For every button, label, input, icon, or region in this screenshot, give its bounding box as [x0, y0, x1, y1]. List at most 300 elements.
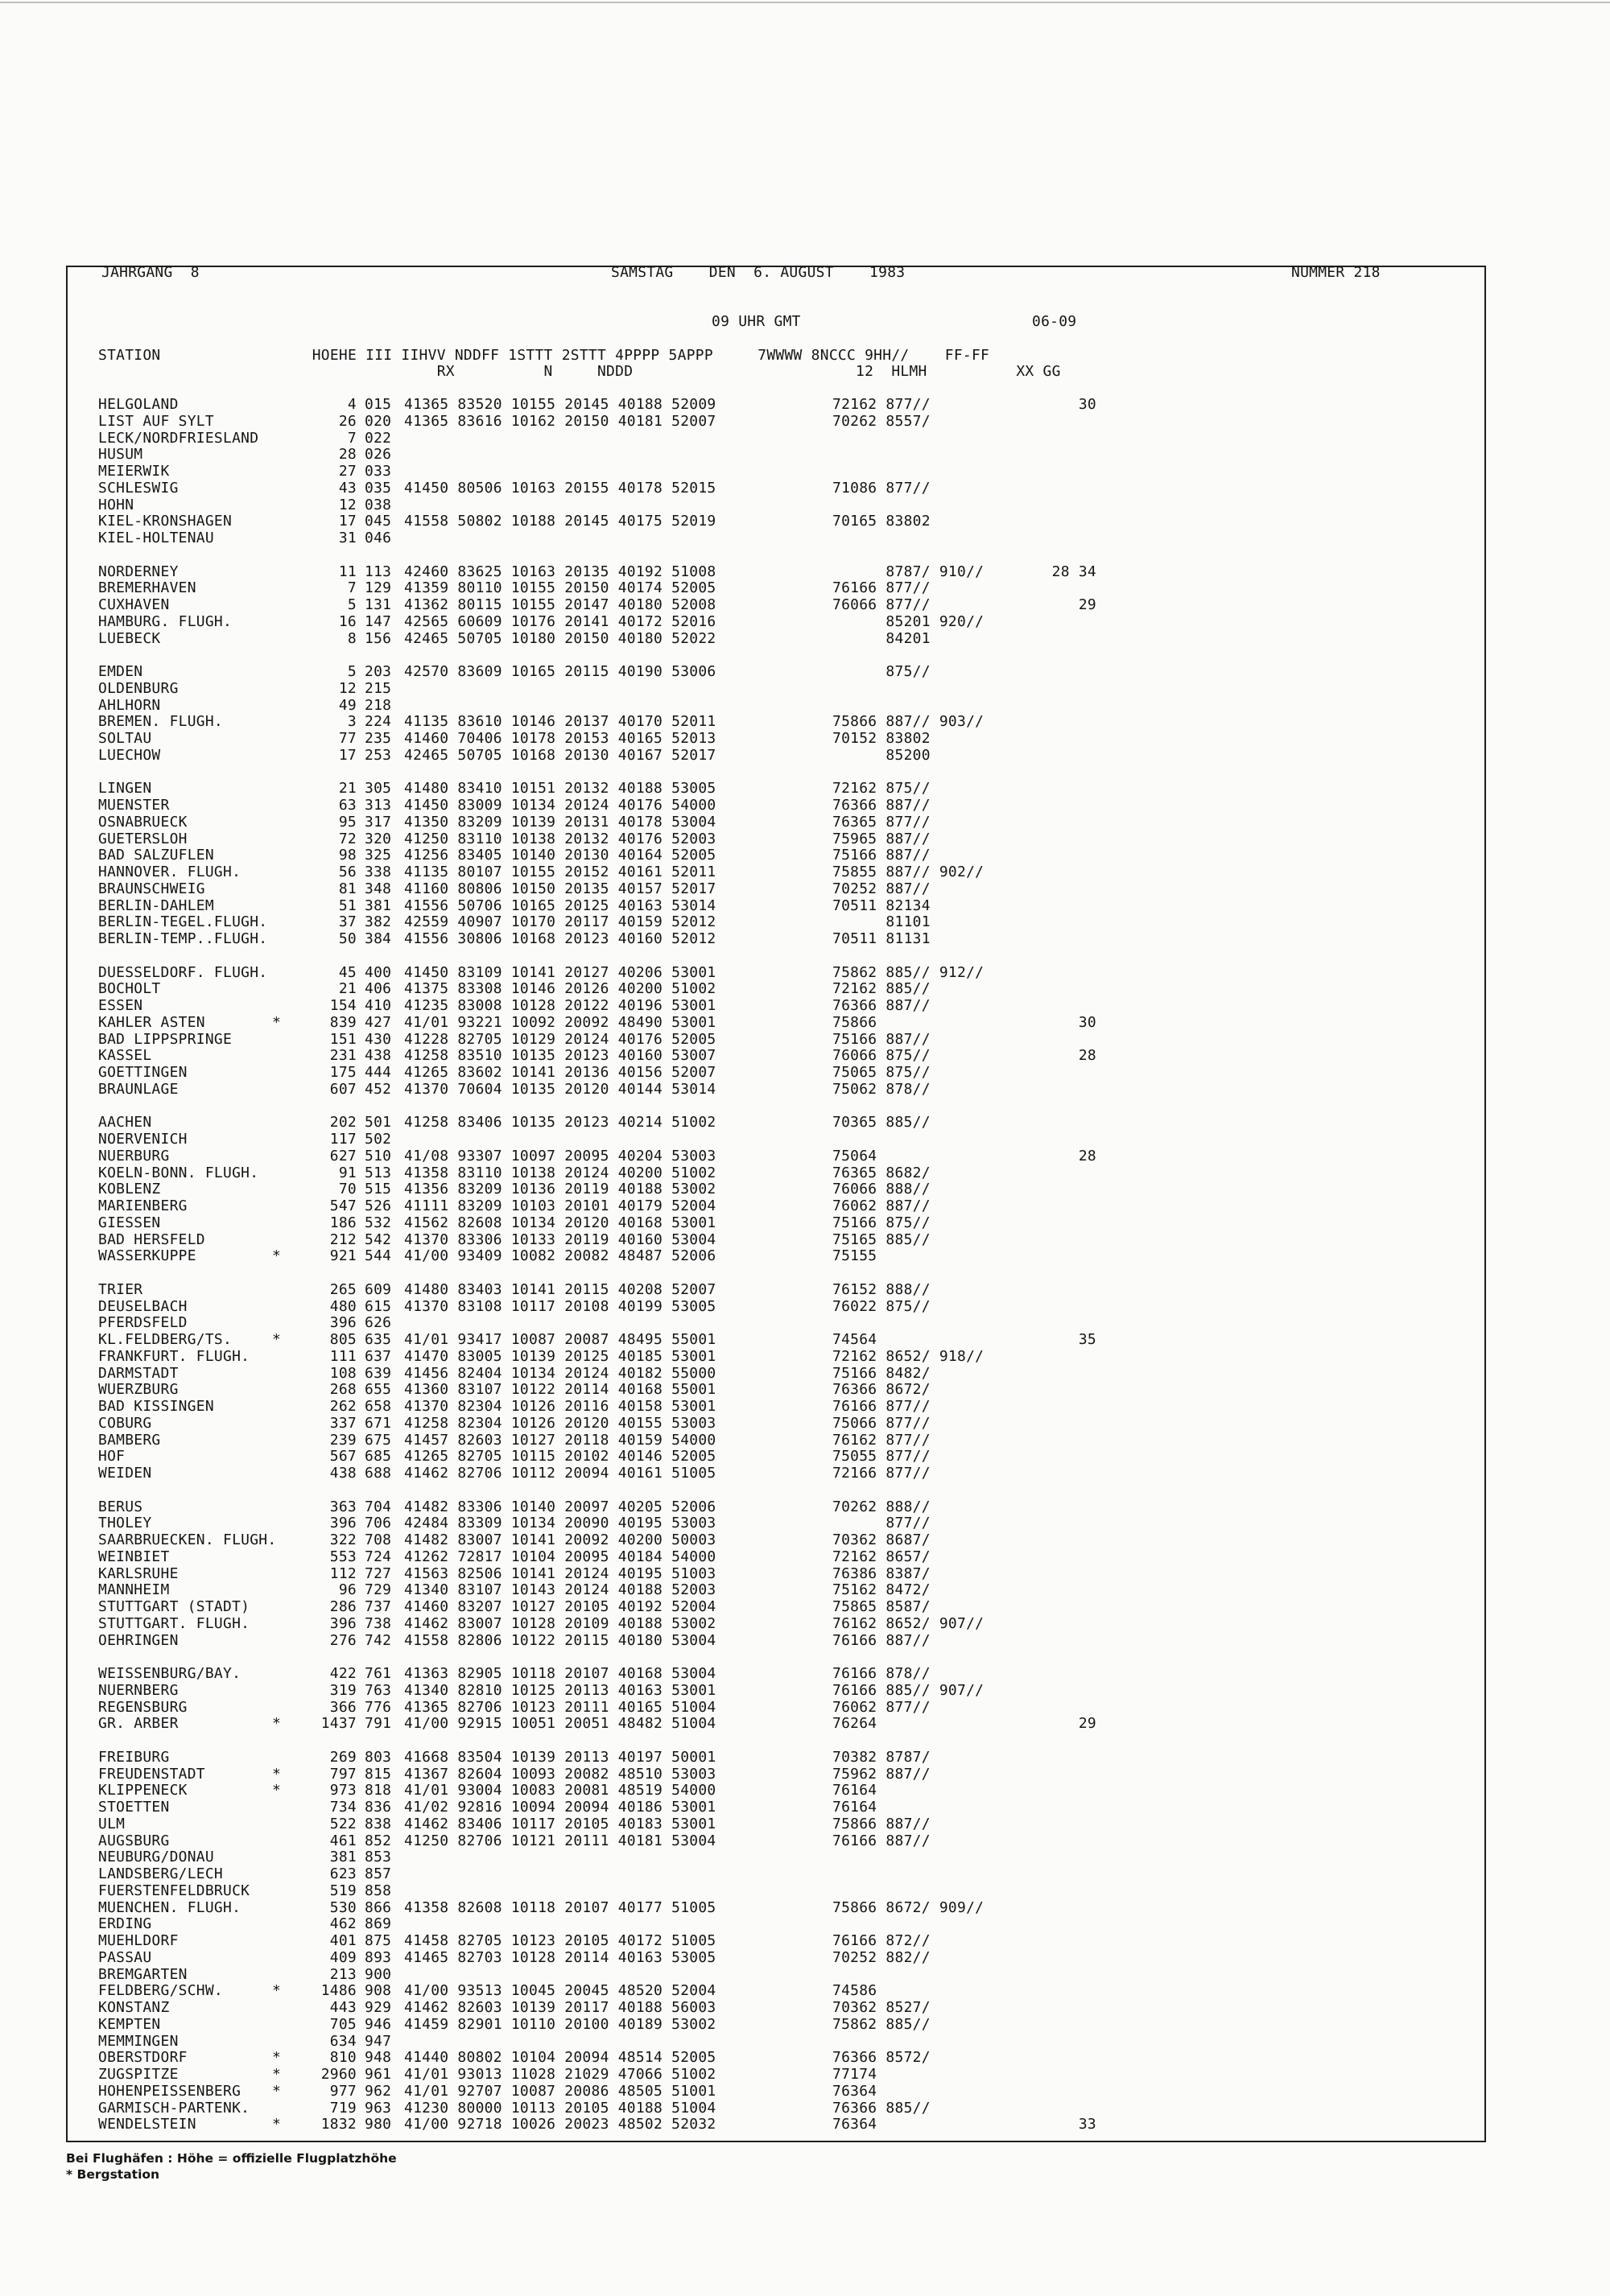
station-height: 977	[329, 2082, 357, 2100]
station-index: 763	[365, 1681, 392, 1699]
station-height: 319	[329, 1681, 357, 1699]
station-index: 858	[365, 1882, 392, 1899]
station-index: 515	[365, 1181, 392, 1198]
table-row	[98, 1465, 1402, 1482]
cloud-weather-groups: 75862 885//	[832, 2015, 931, 2033]
observation-groups: 41265 83602 10141 20136 40156 52007	[404, 1064, 716, 1081]
table-row	[98, 1599, 1402, 1615]
station-index: 615	[365, 1297, 392, 1315]
observation-groups: 41362 80115 10155 20147 40180 52008	[404, 596, 716, 613]
station-index: 406	[365, 980, 392, 998]
observation-groups: 41256 83405 10140 20130 40164 52005	[404, 847, 716, 864]
observation-groups: 42484 83309 10134 20090 40195 53003	[404, 1515, 716, 1532]
table-row	[98, 1198, 1402, 1214]
station-index: 253	[365, 746, 392, 764]
table-row	[98, 814, 1402, 831]
station-index: 381	[365, 897, 392, 914]
cloud-weather-groups: 875//	[832, 663, 931, 680]
station-name: MEMMINGEN	[98, 2032, 179, 2050]
station-name: BREMERHAVEN	[98, 579, 196, 597]
station-name: MUEHLDORF	[98, 1932, 179, 1949]
observation-groups: 42460 83625 10163 20135 40192 51008	[404, 563, 716, 580]
table-row	[98, 1683, 1402, 1699]
observation-groups: 41160 80806 10150 20135 40157 52017	[404, 880, 716, 897]
station-name: BAD HERSFELD	[98, 1230, 205, 1248]
observation-groups: 41363 82905 10118 20107 40168 53004	[404, 1665, 716, 1682]
table-row	[98, 931, 1402, 947]
cloud-weather-groups: 76066 875//	[832, 1047, 931, 1065]
station-index: 526	[365, 1197, 392, 1214]
cloud-weather-groups: 70165 83802	[832, 513, 931, 530]
station-name: BAD LIPPSPRINGE	[98, 1030, 233, 1048]
station-height: 4	[347, 396, 357, 413]
issue-number: NUMMER 218	[1291, 264, 1381, 281]
table-row	[98, 1015, 1402, 1031]
mountain-station-mark: *	[272, 1982, 282, 2000]
station-index: 761	[365, 1665, 392, 1682]
station-name: LUECHOW	[98, 746, 161, 764]
station-height: 56	[338, 864, 357, 880]
station-height: 1437	[320, 1715, 357, 1733]
station-name: WEINBIET	[98, 1548, 170, 1565]
table-row	[98, 464, 1402, 480]
station-index: 727	[365, 1564, 392, 1582]
wind-gust-groups: 33	[1078, 2116, 1096, 2133]
station-height: 396	[329, 1515, 357, 1532]
station-index: 513	[365, 1164, 392, 1181]
station-name: FUERSTENFELDBRUCK	[98, 1882, 250, 1899]
observation-groups: 41/01 93013 11028 21029 47066 51002	[404, 2066, 716, 2083]
station-name: THOLEY	[98, 1515, 152, 1532]
station-height: 12	[338, 679, 357, 697]
station-height: 438	[329, 1465, 357, 1482]
table-row	[98, 580, 1402, 596]
table-row	[98, 1766, 1402, 1783]
cloud-weather-groups: 72162 875//	[832, 780, 931, 798]
station-name: MUENSTER	[98, 797, 170, 814]
observation-groups: 41365 83520 10155 20145 40188 52009	[404, 396, 716, 413]
column-headers-line-1: STATION HOEHE III IIHVV NDDFF 1STTT 2STTT 4PPPP 5APPP 7WWWW 8NCCC 9HH// FF-FF	[98, 347, 990, 364]
table-row	[98, 1366, 1402, 1382]
observation-groups: 41375 83308 10146 20126 40200 51002	[404, 980, 716, 998]
cloud-weather-groups: 75866 887// 903//	[832, 713, 985, 731]
observation-groups: 41/08 93307 10097 20095 40204 53003	[404, 1147, 716, 1164]
station-index: 948	[365, 2049, 392, 2067]
station-name: BAMBERG	[98, 1431, 161, 1449]
observation-groups: 41/00 93409 10082 20082 48487 52006	[404, 1247, 716, 1265]
station-index: 035	[365, 479, 392, 497]
station-height: 5	[347, 596, 357, 613]
station-height: 17	[338, 513, 357, 530]
station-name: ERDING	[98, 1915, 152, 1933]
station-index: 635	[365, 1331, 392, 1348]
table-row	[98, 497, 1402, 513]
table-row	[98, 1499, 1402, 1515]
station-name: HANNOVER. FLUGH.	[98, 864, 242, 880]
station-height: 381	[329, 1849, 357, 1866]
observation-groups: 41228 82705 10129 20124 40176 52005	[404, 1030, 716, 1048]
station-name: STOETTEN	[98, 1799, 170, 1816]
observation-groups: 41462 83406 10117 20105 40183 53001	[404, 1815, 716, 1832]
observation-groups: 41250 83110 10138 20132 40176 52003	[404, 830, 716, 847]
station-name: NUERBURG	[98, 1147, 170, 1164]
cloud-weather-groups: 75055 877//	[832, 1448, 931, 1465]
station-index: 815	[365, 1765, 392, 1783]
table-row	[98, 1181, 1402, 1197]
cloud-weather-groups: 85200	[832, 746, 931, 764]
table-row	[98, 1716, 1402, 1732]
station-index: 688	[365, 1465, 392, 1482]
table-row	[98, 1849, 1402, 1865]
station-name: FREIBURG	[98, 1748, 170, 1766]
station-name: BOCHOLT	[98, 980, 161, 998]
observation-groups: 41/01 93417 10087 20087 48495 55001	[404, 1331, 716, 1348]
table-row	[98, 798, 1402, 814]
station-name: BERUS	[98, 1498, 143, 1515]
observation-groups: 41480 83410 10151 20132 40188 53005	[404, 780, 716, 798]
observation-groups: 41370 83108 10117 20108 40199 53005	[404, 1297, 716, 1315]
station-index: 626	[365, 1314, 392, 1332]
station-index: 908	[365, 1982, 392, 2000]
station-index: 384	[365, 930, 392, 947]
cloud-weather-groups: 8787/ 910//	[832, 563, 985, 580]
station-height: 95	[338, 813, 357, 831]
cloud-weather-groups: 72162 8652/ 918//	[832, 1347, 985, 1365]
station-height: 16	[338, 612, 357, 630]
observation-groups: 41462 83007 10128 20109 40188 53002	[404, 1614, 716, 1632]
station-name: HOHENPEISSENBERG	[98, 2082, 242, 2100]
station-index: 325	[365, 847, 392, 864]
wind-gust-groups: 29	[1078, 596, 1096, 613]
table-row	[98, 614, 1402, 630]
cloud-weather-groups: 75065 875//	[832, 1064, 931, 1081]
cloud-weather-groups: 76166 877//	[832, 579, 931, 597]
cloud-weather-groups: 70152 83802	[832, 730, 931, 747]
station-index: 045	[365, 513, 392, 530]
table-row	[98, 1449, 1402, 1465]
station-name: AHLHORN	[98, 696, 161, 714]
station-name: KONSTANZ	[98, 1999, 170, 2016]
table-row	[98, 1666, 1402, 1682]
station-height: 154	[329, 997, 357, 1014]
station-name: SCHLESWIG	[98, 479, 179, 497]
station-name: FELDBERG/SCHW.	[98, 1982, 223, 2000]
table-row	[98, 2034, 1402, 2050]
cloud-weather-groups: 70252 887//	[832, 880, 931, 897]
table-row	[98, 1916, 1402, 1932]
table-row	[98, 831, 1402, 847]
station-height: 734	[329, 1799, 357, 1816]
station-name: DARMSTADT	[98, 1364, 179, 1382]
station-name: DEUSELBACH	[98, 1297, 188, 1315]
cloud-weather-groups: 75862 885// 912//	[832, 963, 985, 981]
table-row	[98, 2084, 1402, 2100]
station-index: 438	[365, 1047, 392, 1065]
cloud-weather-groups: 70511 82134	[832, 897, 931, 914]
station-name: COBURG	[98, 1414, 152, 1432]
observation-groups: 41358 82608 10118 20107 40177 51005	[404, 1898, 716, 1916]
station-name: KLIPPENECK	[98, 1782, 188, 1799]
observation-groups: 41135 80107 10155 20152 40161 52011	[404, 864, 716, 880]
station-index: 022	[365, 429, 392, 447]
station-name: OEHRINGEN	[98, 1631, 179, 1649]
station-name: NUERNBERG	[98, 1681, 179, 1699]
station-index: 776	[365, 1698, 392, 1716]
station-index: 729	[365, 1581, 392, 1599]
table-row	[98, 1866, 1402, 1882]
station-height: 7	[347, 579, 357, 597]
station-name: BAD KISSINGEN	[98, 1398, 214, 1415]
observation-groups: 41450 80506 10163 20155 40178 52015	[404, 479, 716, 497]
cloud-weather-groups: 75066 877//	[832, 1414, 931, 1432]
station-height: 337	[329, 1414, 357, 1432]
cloud-weather-groups: 75866 8672/ 909//	[832, 1898, 985, 1916]
station-index: 852	[365, 1832, 392, 1849]
cloud-weather-groups: 70382 8787/	[832, 1748, 931, 1766]
observation-groups: 41482 83306 10140 20097 40205 52006	[404, 1498, 716, 1515]
station-name: OLDENBURG	[98, 679, 179, 697]
station-index: 961	[365, 2066, 392, 2083]
station-height: 70	[338, 1181, 357, 1198]
station-name: BERLIN-TEMP..FLUGH.	[98, 930, 268, 947]
wind-gust-groups: 30	[1078, 396, 1096, 413]
table-row	[98, 681, 1402, 697]
station-index: 313	[365, 797, 392, 814]
cloud-weather-groups: 76164	[832, 1782, 877, 1799]
mountain-station-mark: *	[272, 2066, 282, 2083]
station-height: 443	[329, 1999, 357, 2016]
observation-groups: 41/01 93004 10083 20081 48519 54000	[404, 1782, 716, 1799]
observation-groups: 41458 82705 10123 20105 40172 51005	[404, 1932, 716, 1949]
cloud-weather-groups: 76166 872//	[832, 1932, 931, 1949]
cloud-weather-groups: 75062 878//	[832, 1080, 931, 1098]
table-row	[98, 1983, 1402, 1999]
station-index: 708	[365, 1531, 392, 1548]
table-row	[98, 414, 1402, 430]
table-row	[98, 1065, 1402, 1081]
station-height: 77	[338, 730, 357, 747]
cloud-weather-groups: 76364	[832, 2082, 877, 2100]
observation-groups: 41465 82703 10128 20114 40163 53005	[404, 1948, 716, 1966]
station-name: KOBLENZ	[98, 1181, 161, 1198]
table-row	[98, 1799, 1402, 1816]
table-row	[98, 1132, 1402, 1148]
cloud-weather-groups: 76365 877//	[832, 813, 931, 831]
station-height: 11	[338, 563, 357, 580]
station-height: 91	[338, 1164, 357, 1181]
station-name: MUENCHEN. FLUGH.	[98, 1898, 242, 1916]
station-index: 015	[365, 396, 392, 413]
mountain-station-mark: *	[272, 2116, 282, 2133]
table-row	[98, 1032, 1402, 1048]
station-name: MEIERWIK	[98, 463, 170, 480]
station-height: 28	[338, 446, 357, 464]
cloud-weather-groups: 72162 877//	[832, 396, 931, 413]
station-name: ESSEN	[98, 997, 143, 1014]
mountain-station-mark: *	[272, 1247, 282, 1265]
station-index: 156	[365, 629, 392, 647]
station-name: WEIDEN	[98, 1465, 152, 1482]
observation-groups: 41262 72817 10104 20095 40184 54000	[404, 1548, 716, 1565]
station-index: 836	[365, 1799, 392, 1816]
column-headers-line-2: RX N NDDD 12 HLMH XX GG	[98, 363, 1061, 380]
station-height: 522	[329, 1815, 357, 1832]
station-index: 131	[365, 596, 392, 613]
table-row	[98, 1883, 1402, 1899]
station-height: 81	[338, 880, 357, 897]
mountain-station-mark: *	[272, 1013, 282, 1031]
cloud-weather-groups: 76152 888//	[832, 1280, 931, 1298]
cloud-weather-groups: 75155	[832, 1247, 877, 1265]
table-row	[98, 981, 1402, 997]
station-name: BAD SALZUFLEN	[98, 847, 214, 864]
station-index: 305	[365, 780, 392, 798]
station-name: PFERDSFELD	[98, 1314, 188, 1332]
station-name: BRAUNLAGE	[98, 1080, 179, 1098]
table-row	[98, 1633, 1402, 1649]
cloud-weather-groups: 75865 8587/	[832, 1598, 931, 1615]
station-index: 875	[365, 1932, 392, 1949]
station-name: GR. ARBER	[98, 1715, 179, 1733]
cloud-weather-groups: 76365 8682/	[832, 1164, 931, 1181]
table-row	[98, 1700, 1402, 1716]
wind-gust-groups: 28	[1078, 1147, 1096, 1164]
station-height: 213	[329, 1965, 357, 1983]
station-index: 544	[365, 1247, 392, 1265]
observation-groups: 41562 82608 10134 20120 40168 53001	[404, 1214, 716, 1231]
cloud-weather-groups: 76022 875//	[832, 1297, 931, 1315]
observation-groups: 42559 40907 10170 20117 40159 52012	[404, 913, 716, 931]
station-index: 900	[365, 1965, 392, 1983]
observation-groups: 42570 83609 10165 20115 40190 53006	[404, 663, 716, 680]
station-index: 046	[365, 530, 392, 546]
station-name: GOETTINGEN	[98, 1064, 188, 1081]
cloud-weather-groups: 70365 885//	[832, 1114, 931, 1132]
station-index: 427	[365, 1013, 392, 1031]
station-name: KIEL-KRONSHAGEN	[98, 513, 233, 530]
station-height: 363	[329, 1498, 357, 1515]
station-height: 112	[329, 1564, 357, 1582]
station-height: 72	[338, 830, 357, 847]
station-index: 962	[365, 2082, 392, 2100]
table-row	[98, 664, 1402, 680]
station-height: 1832	[320, 2116, 357, 2133]
station-height: 175	[329, 1064, 357, 1081]
cloud-weather-groups: 76062 877//	[832, 1698, 931, 1716]
mountain-station-mark: *	[272, 1765, 282, 1783]
mountain-station-mark: *	[272, 1782, 282, 1799]
station-name: PASSAU	[98, 1948, 152, 1966]
station-index: 869	[365, 1915, 392, 1933]
observation-time: 09 UHR GMT	[712, 313, 801, 330]
observation-groups: 41258 83510 10135 20123 40160 53007	[404, 1047, 716, 1065]
observation-groups: 41358 83110 10138 20124 40200 51002	[404, 1164, 716, 1181]
cloud-weather-groups: 75166 887//	[832, 847, 931, 864]
station-name: LECK/NORDFRIESLAND	[98, 429, 259, 447]
station-name: CUXHAVEN	[98, 596, 170, 613]
observation-groups: 41480 83403 10141 20115 40208 52007	[404, 1280, 716, 1298]
table-row	[98, 698, 1402, 714]
table-row	[98, 513, 1402, 530]
station-index: 338	[365, 864, 392, 880]
station-height: 2960	[320, 2066, 357, 2083]
station-name: BREMGARTEN	[98, 1965, 188, 1983]
cloud-weather-groups: 76162 8652/ 907//	[832, 1614, 985, 1632]
station-index: 218	[365, 696, 392, 714]
station-height: 117	[329, 1131, 357, 1148]
cloud-weather-groups: 76066 888//	[832, 1181, 931, 1198]
observation-groups: 41360 83107 10122 20114 40168 55001	[404, 1381, 716, 1399]
cloud-weather-groups: 72162 885//	[832, 980, 931, 998]
observation-groups: 41365 83616 10162 20150 40181 52007	[404, 412, 716, 430]
station-name: HOF	[98, 1448, 126, 1465]
station-index: 704	[365, 1498, 392, 1515]
table-row	[98, 1582, 1402, 1598]
cloud-weather-groups: 76166 885// 907//	[832, 1681, 985, 1699]
station-height: 396	[329, 1314, 357, 1332]
cloud-weather-groups: 75166 875//	[832, 1214, 931, 1231]
table-row	[98, 530, 1402, 546]
station-index: 320	[365, 830, 392, 847]
table-row	[98, 2000, 1402, 2016]
cloud-weather-groups: 76162 877//	[832, 1431, 931, 1449]
observation-groups: 41135 83610 10146 20137 40170 52011	[404, 713, 716, 731]
table-row	[98, 431, 1402, 447]
station-name: KARLSRUHE	[98, 1564, 179, 1582]
cloud-weather-groups: 76364	[832, 2116, 877, 2133]
station-index: 609	[365, 1280, 392, 1298]
station-index: 033	[365, 463, 392, 480]
station-index: 980	[365, 2116, 392, 2133]
station-height: 553	[329, 1548, 357, 1565]
station-index: 838	[365, 1815, 392, 1832]
station-height: 462	[329, 1915, 357, 1933]
station-name: SOLTAU	[98, 730, 152, 747]
station-index: 818	[365, 1782, 392, 1799]
station-height: 810	[329, 2049, 357, 2067]
period-label: 06-09	[1032, 313, 1077, 330]
station-name: NEUBURG/DONAU	[98, 1849, 214, 1866]
observation-groups: 41668 83504 10139 20113 40197 50001	[404, 1748, 716, 1766]
observation-groups: 41/00 92915 10051 20051 48482 51004	[404, 1715, 716, 1733]
observation-groups: 41460 70406 10178 20153 40165 52013	[404, 730, 716, 747]
table-row	[98, 2067, 1402, 2083]
station-height: 51	[338, 897, 357, 914]
station-height: 276	[329, 1631, 357, 1649]
table-row	[98, 1833, 1402, 1849]
station-name: FRANKFURT. FLUGH.	[98, 1347, 250, 1365]
station-name: WASSERKUPPE	[98, 1247, 196, 1265]
station-height: 268	[329, 1381, 357, 1399]
observation-groups: 42565 60609 10176 20141 40172 52016	[404, 612, 716, 630]
station-height: 151	[329, 1030, 357, 1048]
observation-groups: 41563 82506 10141 20124 40195 51003	[404, 1564, 716, 1582]
observation-groups: 41350 83209 10139 20131 40178 53004	[404, 813, 716, 831]
station-index: 410	[365, 997, 392, 1014]
cloud-weather-groups: 877//	[832, 1515, 931, 1532]
observation-groups: 41440 80802 10104 20094 48514 52005	[404, 2049, 716, 2067]
observation-groups: 41370 70604 10135 20120 40144 53014	[404, 1080, 716, 1098]
table-row	[98, 1115, 1402, 1131]
observation-groups: 41230 80000 10113 20105 40188 51004	[404, 2099, 716, 2117]
station-height: 973	[329, 1782, 357, 1799]
wind-gust-groups: 29	[1078, 1715, 1096, 1733]
footnote-airports: Bei Flughäfen : Höhe = offizielle Flugplatzhöhe	[66, 2151, 397, 2166]
observation-groups: 41482 83007 10141 20092 40200 50003	[404, 1531, 716, 1548]
observation-groups: 41250 82706 10121 20111 40181 53004	[404, 1832, 716, 1849]
table-row	[98, 1382, 1402, 1398]
station-name: BREMEN. FLUGH.	[98, 713, 223, 731]
